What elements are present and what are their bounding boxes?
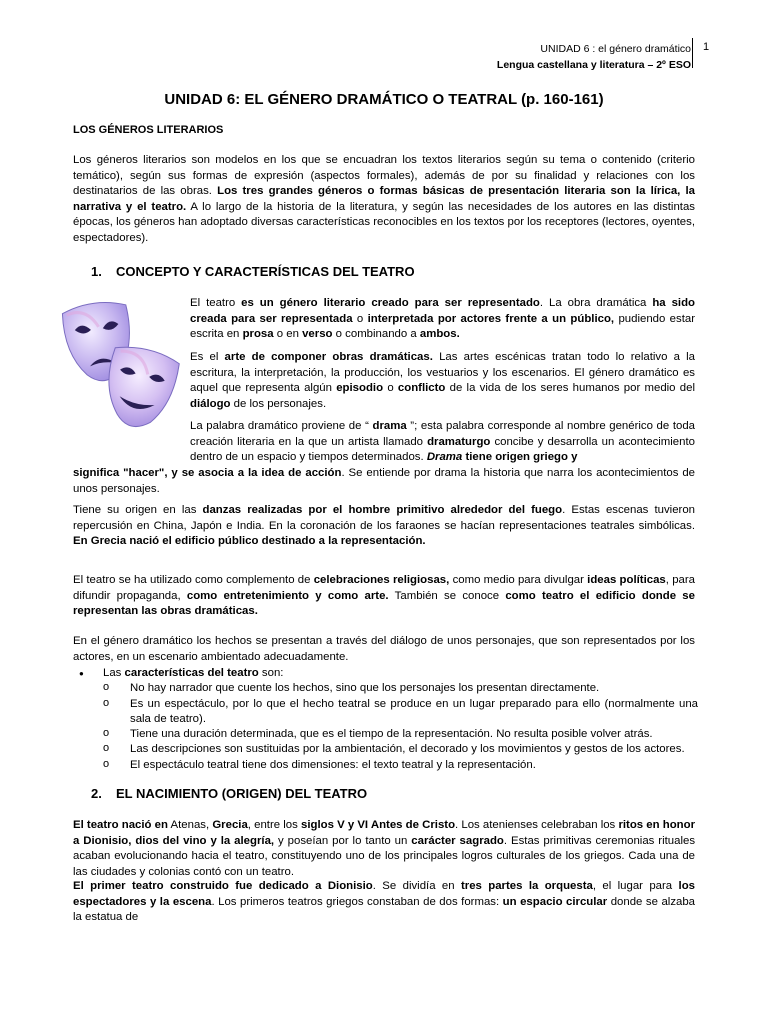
text-run-bold: tiene origen griego y bbox=[462, 451, 578, 464]
text-run: Atenas, bbox=[167, 819, 213, 831]
section-2-heading bbox=[91, 786, 367, 801]
section-2-paragraph-birth bbox=[73, 818, 695, 880]
text-run: . La obra dramática bbox=[539, 297, 653, 309]
intro-text-1: Los géneros literarios son modelos en los que se encuadran los textos literarios según su tema o contenido (criterio temático), según sus formas de expresión (aspectos formales), además de por su finalidad y relaciones con los destinatarios de las obras. bbox=[73, 154, 695, 198]
text-run-bold: conflicto bbox=[397, 382, 446, 395]
sublist-item: o No hay narrador que cuente los hechos, sino que los personajes los presentan directamente. bbox=[103, 681, 698, 696]
text-run: . Se entiende por drama la historia que narra los acontecimientos de unos personajes. bbox=[73, 467, 695, 495]
text-run: . Estas primitivas ceremonias rituales acaban evolucionando hacia el teatro, constituyendo uno de los principales logros culturales de los griegos. Cada una de las ciudades y colonias contó con un teatro. bbox=[73, 834, 696, 878]
text-run-bold: El teatro nació en bbox=[73, 819, 168, 831]
section-1-paragraph-drama bbox=[190, 419, 695, 466]
text-run: El teatro bbox=[190, 297, 242, 309]
text-run: El teatro se ha utilizado como complemento de bbox=[73, 574, 314, 586]
section-1-title: CONCEPTO Y CARACTERÍSTICAS DEL TEATRO bbox=[116, 264, 415, 279]
section-1-paragraph-dialogue bbox=[73, 634, 695, 665]
characteristics-sublist bbox=[103, 681, 713, 773]
text-run-bold: es un género literario creado para ser representado bbox=[241, 297, 540, 309]
section-1-paragraph-origin bbox=[73, 503, 695, 550]
page-header bbox=[497, 41, 691, 73]
text-run-bold: carácter sagrado bbox=[411, 834, 504, 847]
text-run: , para difundir propaganda, bbox=[73, 574, 695, 602]
text-run: ”; esta palabra corresponde al nombre genérico de toda creación literaria en la que un artista llamado bbox=[190, 420, 696, 448]
text-run: son: bbox=[258, 667, 284, 679]
text-run: donde se alzaba la estatua de bbox=[73, 895, 696, 924]
text-run: La palabra dramático proviene de “ bbox=[190, 420, 373, 432]
intro-text-2: A lo largo de la historia de la literatura, y según las necesidades de los autores en las distintas épocas, los géneros han adoptado diversas características reconocibles en los textos por los receptores (lectores, oyentes, espectadores). bbox=[73, 200, 695, 244]
text-run-bold: los espectadores y la escena bbox=[73, 880, 695, 908]
text-run: o en bbox=[273, 328, 303, 341]
section-1-paragraph-drama-cont bbox=[73, 466, 695, 497]
text-run-bold: ideas políticas bbox=[587, 574, 666, 586]
text-run: o bbox=[352, 312, 368, 325]
text-run-bold: diálogo bbox=[190, 397, 231, 410]
sublist-item: o Tiene una duración determinada, que es el tiempo de la representación. No resulta posible volver atrás. bbox=[103, 727, 698, 742]
text-run-bold: significa "hacer", y se asocia a la idea de acción bbox=[73, 467, 342, 479]
text-run-bold: interpretada por actores frente a un público, bbox=[367, 312, 615, 325]
text-run: , el lugar para bbox=[592, 880, 679, 892]
text-run: de la vida de los seres humanos por medio del bbox=[445, 382, 695, 395]
text-run: de los personajes. bbox=[230, 397, 327, 410]
section-1-paragraph-art bbox=[190, 350, 695, 412]
section-1-paragraph-uses bbox=[73, 573, 695, 620]
text-run-bold: ritos en honor a Dionisio, dios del vino y la alegría, bbox=[73, 819, 696, 847]
text-run: Las bbox=[103, 667, 125, 679]
text-run: Es el bbox=[190, 351, 225, 363]
text-run: o bbox=[383, 382, 398, 395]
text-run: . Estas escenas tuvieron repercusión en China, Japón e India. En la coronación de los faraones se hacían representaciones teatrales simbólicas. bbox=[73, 504, 695, 532]
text-run-bold: dramaturgo bbox=[427, 435, 491, 448]
theatre-masks-icon bbox=[60, 297, 182, 431]
text-run-bold: siglos V y VI Antes de Cristo bbox=[300, 819, 456, 831]
characteristics-list bbox=[73, 666, 713, 773]
intro-paragraph bbox=[73, 153, 695, 247]
sublist-item: o Es un espectáculo, por lo que el hecho teatral se produce en un lugar preparado para ello (normalmente una sala de teatro). bbox=[103, 697, 698, 728]
text-run-bold: tres partes la orquesta bbox=[460, 880, 593, 892]
section-1-heading bbox=[91, 264, 415, 279]
text-run-bold: celebraciones religiosas, bbox=[313, 574, 450, 586]
text-run: En el género dramático los hechos se presentan a través del diálogo de unos personajes, que son representados por los actores, en un escenario ambientado adecuadamente. bbox=[73, 635, 695, 663]
header-unit: UNIDAD 6 : el género dramático bbox=[540, 43, 691, 55]
text-run-bold: ha sido creada para ser representada bbox=[190, 297, 696, 325]
text-run-bold: En Grecia nació el edificio público destinado a la representación. bbox=[73, 535, 426, 548]
section-2-paragraph-first-theatre bbox=[73, 879, 695, 926]
document-title: UNIDAD 6: EL GÉNERO DRAMÁTICO O TEATRAL (p. 160-161) bbox=[164, 91, 604, 108]
text-run: . Se dividía en bbox=[372, 880, 461, 892]
text-run-bold: episodio bbox=[336, 382, 384, 395]
text-run: o combinando a bbox=[332, 328, 420, 341]
sublist-item: o El espectáculo teatral tiene dos dimensiones: el texto teatral y la representación. bbox=[103, 758, 698, 773]
text-run: . Los primeros teatros griegos constaban de dos formas: bbox=[211, 895, 503, 908]
section-2-number: 2. bbox=[91, 786, 102, 801]
list-item bbox=[73, 666, 713, 773]
text-run-bold: como teatro el edificio donde se representan las obras dramáticas. bbox=[73, 589, 695, 618]
text-run: pudiendo estar escrita en bbox=[190, 312, 696, 341]
text-run: Las artes escénicas tratan todo lo relativo a la escritura, la interpretación, la producción, los vestuarios y los escenarios. El género dramático es aquel que representa algún bbox=[190, 351, 696, 395]
header-subject: Lengua castellana y literatura – 2º ESO bbox=[496, 59, 691, 71]
text-run: Tiene su origen en las bbox=[73, 504, 203, 516]
text-run-bold: danzas realizadas por el hombre primitivo alrededor del fuego bbox=[202, 504, 563, 516]
text-run-bold: características del teatro bbox=[124, 667, 259, 679]
text-run-bold: ambos. bbox=[419, 328, 460, 341]
text-run-bold-italic: Drama bbox=[426, 451, 463, 464]
text-run-bold: verso bbox=[302, 328, 333, 341]
intro-heading: LOS GÉNEROS LITERARIOS bbox=[73, 124, 224, 136]
section-2-title: EL NACIMIENTO (ORIGEN) DEL TEATRO bbox=[116, 786, 368, 801]
text-run-bold: prosa bbox=[242, 328, 274, 341]
text-run: . Los atenienses celebraban los bbox=[455, 819, 619, 831]
sublist-item: o Las descripciones son sustituidas por la ambientación, el decorado y los movimientos y gestos de los actores. bbox=[103, 742, 698, 757]
header-divider bbox=[692, 38, 693, 68]
text-run: , entre los bbox=[247, 819, 301, 831]
text-run-bold: arte de componer obras dramáticas. bbox=[224, 351, 433, 363]
text-run-bold: drama bbox=[372, 420, 407, 432]
intro-text-bold: Los tres grandes géneros o formas básicas de presentación literaria son la lírica, la narrativa y el teatro. bbox=[73, 185, 695, 213]
text-run: concibe y desarrolla un acontecimiento dentro de un espacio y tiempos determinados. bbox=[190, 435, 695, 464]
text-run-bold: El primer teatro construido fue dedicado a Dionisio bbox=[73, 880, 373, 892]
text-run: como medio para divulgar bbox=[449, 574, 588, 586]
text-run-bold: un espacio circular bbox=[502, 895, 608, 908]
section-1-number: 1. bbox=[91, 264, 102, 279]
page-number: 1 bbox=[703, 41, 710, 53]
text-run: y poseían por lo tanto un bbox=[274, 834, 412, 847]
section-1-paragraph-definition bbox=[190, 296, 695, 343]
theatre-masks-image bbox=[60, 297, 182, 431]
text-run-bold: como entretenimiento y como arte. bbox=[186, 589, 389, 602]
text-run-bold: Grecia bbox=[212, 819, 248, 831]
text-run: También se conoce bbox=[388, 589, 506, 602]
